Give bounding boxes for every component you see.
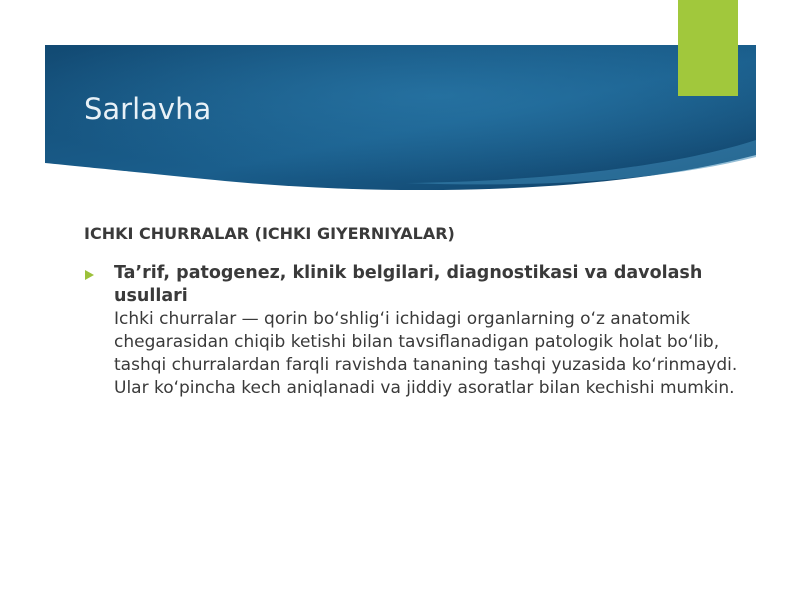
slide-title[interactable]: Sarlavha bbox=[84, 92, 212, 126]
bullet-item bbox=[84, 262, 744, 400]
content-area[interactable] bbox=[84, 224, 744, 400]
bullet-body: Ichki churralar — qorin bo‘shlig‘i ichidagi organlarning o‘z anatomik chegarasidan chiqib ketishi bilan tavsiflanadigan patologik holat bo‘lib, tashqi churralardan farqli ravishda tananing tashqi yuzasida ko‘rinmaydi. Ular ko‘pincha kech aniqlanadi va jiddiy asoratlar bilan kechishi mumkin. bbox=[114, 309, 738, 398]
bullet-title: Ta’rif, patogenez, klinik belgilari, diagnostikasi va davolash usullari bbox=[114, 263, 703, 306]
accent-tab bbox=[678, 0, 738, 96]
triangle-bullet-icon bbox=[85, 270, 94, 280]
section-heading: ICHKI CHURRALAR (ICHKI GIYERNIYALAR) bbox=[84, 224, 455, 243]
